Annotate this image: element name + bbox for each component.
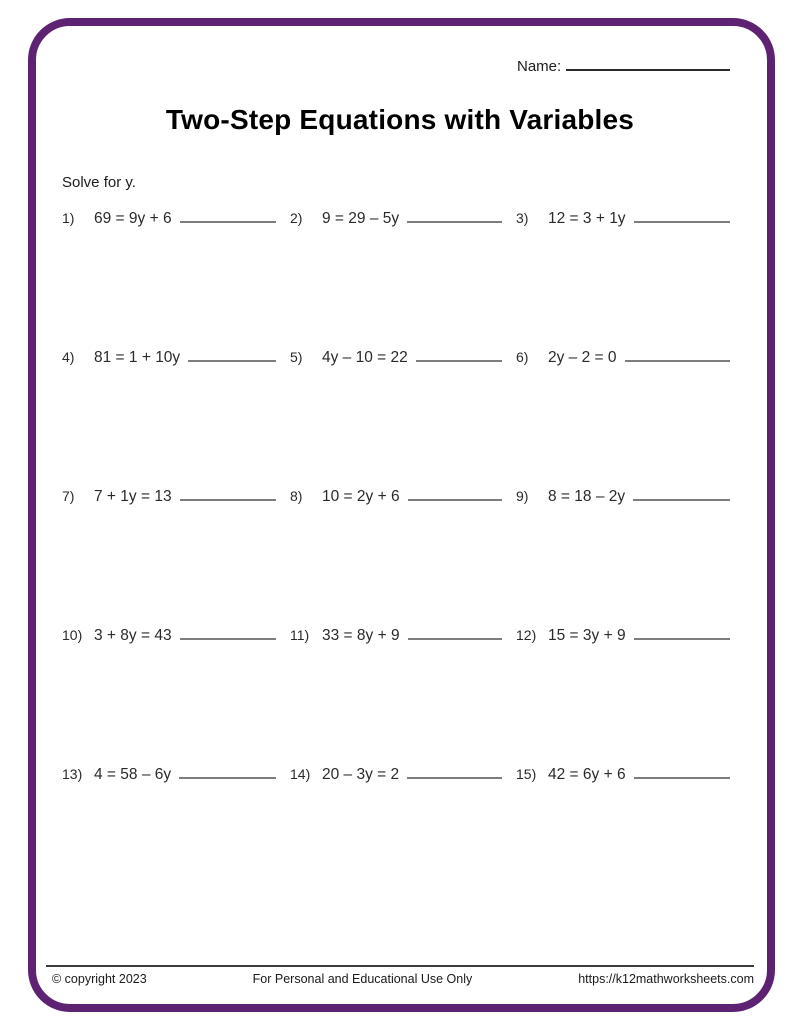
name-label: Name:	[517, 58, 562, 75]
problem-equation: 3 + 8y = 43	[94, 627, 172, 644]
problem-item-4	[62, 349, 290, 373]
problem-item-5	[290, 349, 516, 373]
answer-blank[interactable]	[180, 638, 276, 640]
problem-number: 10)	[62, 627, 83, 643]
answer-blank[interactable]	[625, 360, 730, 362]
footer-url: https://k12mathworksheets.com	[578, 972, 754, 986]
problem-item-11	[290, 627, 516, 651]
problem-equation: 7 + 1y = 13	[94, 488, 172, 505]
problem-item-8	[290, 488, 516, 512]
problem-item-13	[62, 766, 290, 790]
problem-equation: 10 = 2y + 6	[322, 488, 400, 505]
problem-equation: 4 = 58 – 6y	[94, 766, 172, 783]
problem-equation: 9 = 29 – 5y	[322, 210, 400, 227]
problem-item-15	[516, 766, 730, 790]
problem-number: 6)	[516, 349, 529, 365]
problem-item-1	[62, 210, 290, 234]
problem-number: 14)	[290, 766, 311, 782]
problem-item-7	[62, 488, 290, 512]
footer	[46, 965, 754, 986]
answer-blank[interactable]	[634, 777, 730, 779]
footer-copyright: © copyright 2023	[52, 972, 147, 986]
problem-number: 11)	[290, 627, 310, 643]
footer-divider	[46, 965, 754, 967]
problem-number: 7)	[62, 488, 75, 504]
answer-blank[interactable]	[634, 221, 730, 223]
instruction-text: Solve for y.	[62, 174, 136, 191]
problem-number: 1)	[62, 210, 75, 226]
problem-equation: 4y – 10 = 22	[322, 349, 408, 366]
problem-equation: 81 = 1 + 10y	[94, 349, 181, 366]
problem-number: 13)	[62, 766, 83, 782]
name-blank[interactable]	[566, 69, 730, 71]
answer-blank[interactable]	[416, 360, 502, 362]
answer-blank[interactable]	[180, 221, 276, 223]
problem-item-6	[516, 349, 730, 373]
problem-number: 2)	[290, 210, 303, 226]
page-title: Two-Step Equations with Variables	[165, 104, 635, 135]
problem-equation: 69 = 9y + 6	[94, 210, 172, 227]
footer-usage-note: For Personal and Educational Use Only	[252, 972, 473, 986]
problem-item-12	[516, 627, 730, 651]
problem-equation: 20 – 3y = 2	[322, 766, 400, 783]
answer-blank[interactable]	[188, 360, 276, 362]
problem-item-2	[290, 210, 516, 234]
problem-equation: 42 = 6y + 6	[548, 766, 626, 783]
answer-blank[interactable]	[408, 638, 502, 640]
answer-blank[interactable]	[180, 499, 276, 501]
answer-blank[interactable]	[633, 499, 730, 501]
problem-number: 4)	[62, 349, 75, 365]
problem-number: 9)	[516, 488, 529, 504]
problem-item-10	[62, 627, 290, 651]
answer-blank[interactable]	[408, 499, 502, 501]
answer-blank[interactable]	[407, 221, 502, 223]
problem-number: 8)	[290, 488, 303, 504]
answer-blank[interactable]	[634, 638, 730, 640]
problem-number: 3)	[516, 210, 529, 226]
problem-item-3	[516, 210, 730, 234]
problem-number: 12)	[516, 627, 537, 643]
problem-equation: 12 = 3 + 1y	[548, 210, 626, 227]
footer-row	[46, 972, 754, 986]
problem-number: 5)	[290, 349, 303, 365]
name-row	[517, 58, 730, 75]
problem-number: 15)	[516, 766, 537, 782]
answer-blank[interactable]	[407, 777, 502, 779]
problem-item-9	[516, 488, 730, 512]
problems-grid	[62, 210, 730, 905]
problem-equation: 33 = 8y + 9	[322, 627, 400, 644]
problem-equation: 2y – 2 = 0	[548, 349, 617, 366]
problem-equation: 15 = 3y + 9	[548, 627, 626, 644]
problem-equation: 8 = 18 – 2y	[548, 488, 626, 505]
answer-blank[interactable]	[179, 777, 276, 779]
problem-item-14	[290, 766, 516, 790]
